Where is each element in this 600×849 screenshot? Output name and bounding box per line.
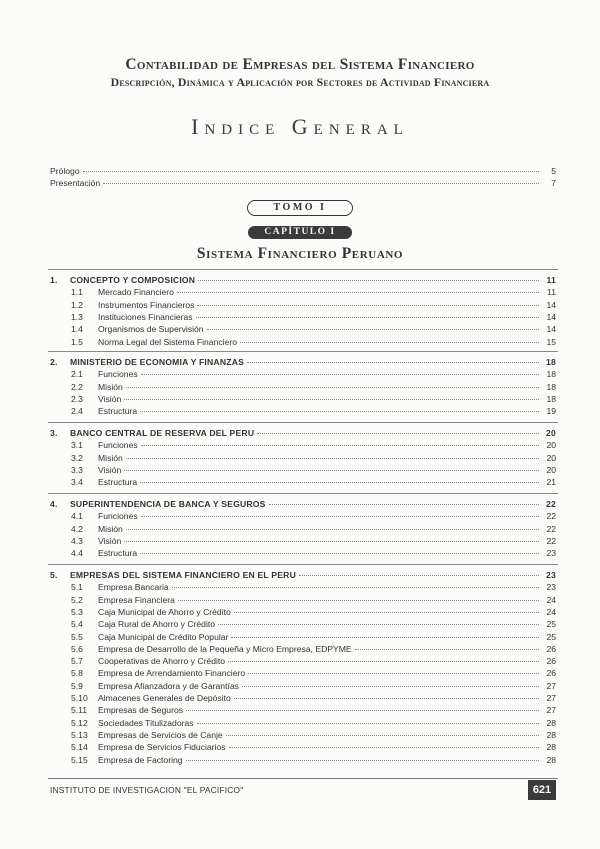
entry-number: 5.8 [71, 668, 83, 679]
entry-title: Visión [98, 464, 122, 475]
entry-title: Empresa de Arrendamiento Financiero [98, 668, 246, 679]
leader-dots [218, 623, 539, 625]
leader-dots [141, 515, 539, 517]
toc-entry[interactable] [50, 693, 556, 703]
index-title: Indice General [191, 114, 409, 139]
entry-title: Caja Rural de Ahorro y Crédito [98, 619, 216, 630]
footer-institute: INSTITUTO DE INVESTIGACION "EL PACIFICO" [50, 785, 244, 795]
toc-entry-label [71, 477, 137, 487]
toc-entry-page: 19 [546, 406, 556, 417]
toc-entry-label [71, 406, 137, 416]
entry-title: Empresas de Seguros [98, 705, 184, 716]
leader-dots [240, 341, 539, 343]
entry-number: 5.5 [71, 631, 83, 642]
toc-entry-label [71, 632, 228, 642]
toc-entry[interactable] [50, 668, 556, 678]
toc-entry-label [71, 755, 183, 765]
toc-entry-label [71, 644, 352, 654]
toc-entry-page: 14 [546, 311, 556, 322]
toc-entry-page: 22 [546, 535, 556, 546]
section-divider [48, 269, 558, 270]
toc-entry[interactable] [50, 656, 556, 666]
toc-entry[interactable] [50, 548, 556, 558]
entry-title: Empresa Financiera [98, 594, 175, 605]
entry-number: 5.2 [71, 594, 83, 605]
toc-entry-label [71, 693, 231, 703]
toc-entry[interactable] [50, 511, 556, 521]
entry-number: 5.10 [71, 693, 88, 703]
leader-dots [247, 361, 539, 363]
toc-section-heading[interactable] [50, 357, 556, 367]
entry-number: 4.3 [71, 535, 83, 546]
toc-entry-page: 20 [546, 452, 556, 463]
leader-dots [141, 373, 539, 375]
toc-entry[interactable] [50, 681, 556, 691]
entry-number: 5.1 [71, 582, 83, 593]
section-title: EMPRESAS DEL SISTEMA FINANCIERO EN EL PERU [70, 570, 296, 580]
entry-title: Empresas de Servicios de Canje [98, 729, 223, 740]
toc-entry-page: 5 [551, 166, 556, 176]
toc-entry-label [71, 394, 121, 404]
toc-entry[interactable] [50, 595, 556, 605]
toc-entry[interactable] [50, 324, 556, 334]
toc-entry-label [71, 582, 169, 592]
toc-entry-page: 25 [546, 619, 556, 630]
toc-entry-page: 18 [546, 369, 556, 380]
leader-dots [172, 586, 539, 588]
leader-dots [186, 709, 539, 711]
leader-dots [198, 279, 539, 281]
leader-dots [126, 528, 539, 530]
leader-dots [140, 410, 539, 412]
leader-dots [229, 746, 539, 748]
entry-number: 4.1 [71, 511, 83, 522]
entry-title: Funciones [98, 511, 138, 522]
toc-entry-page: 24 [546, 594, 556, 605]
entry-title: Misión [98, 381, 123, 392]
entry-number: 1.2 [71, 299, 83, 310]
leader-dots [207, 328, 539, 330]
toc-entry-page: 24 [546, 606, 556, 617]
leader-dots [269, 503, 539, 505]
entry-title: Norma Legal del Sistema Financiero [98, 336, 237, 347]
toc-entry-page: 26 [546, 656, 556, 667]
toc-entry-page: 25 [546, 631, 556, 642]
toc-entry[interactable] [50, 337, 556, 347]
toc-entry[interactable] [50, 536, 556, 546]
entry-number: 5.12 [71, 717, 88, 728]
toc-entry-label [71, 548, 137, 558]
toc-entry-label [71, 369, 138, 379]
toc-entry[interactable] [50, 440, 556, 450]
toc-entry-page: 18 [546, 381, 556, 392]
leader-dots [126, 386, 539, 388]
entry-title: Empresa de Desarrollo de la Pequeña y Micro Empresa, EDPYME [98, 643, 352, 654]
entry-title: Mercado Financiero [98, 287, 174, 298]
toc-entry-label [71, 681, 239, 691]
toc-entry-label [71, 656, 225, 666]
section-label [50, 428, 254, 438]
entry-number: 4.4 [71, 548, 83, 559]
toc-entry-page: 23 [546, 582, 556, 593]
toc-entry-label: Presentación [50, 178, 101, 188]
footer-divider [48, 778, 558, 779]
section-divider [48, 493, 558, 494]
toc-entry-page: 23 [546, 548, 556, 559]
section-number: 2. [50, 357, 58, 367]
section-divider [48, 351, 558, 352]
leader-dots [141, 444, 539, 446]
toc-entry-label [71, 595, 175, 605]
chapter-badge: CAPÍTULO I [248, 226, 352, 239]
entry-title: Estructura [98, 548, 138, 559]
toc-entry-label [71, 536, 121, 546]
toc-entry-label: Prólogo [50, 166, 80, 176]
toc-entry-page: 22 [546, 511, 556, 522]
section-label [50, 275, 195, 285]
entry-title: Visión [98, 535, 122, 546]
section-page: 18 [546, 357, 556, 367]
leader-dots [355, 648, 539, 650]
toc-entry[interactable] [50, 394, 556, 404]
toc-entry-page: 14 [546, 299, 556, 310]
entry-title: Instituciones Financieras [98, 311, 193, 322]
entry-number: 5.3 [71, 606, 83, 617]
entry-title: Estructura [98, 406, 138, 417]
leader-dots [197, 304, 539, 306]
leader-dots [83, 170, 539, 172]
toc-entry-page: 14 [546, 324, 556, 335]
toc-entry[interactable] [50, 465, 556, 475]
entry-number: 5.6 [71, 643, 83, 654]
entry-number: 5.13 [71, 729, 88, 740]
leader-dots [124, 398, 539, 400]
toc-entry[interactable] [50, 705, 556, 715]
leader-dots [299, 574, 539, 576]
entry-title: Caja Municipal de Ahorro y Crédito [98, 606, 231, 617]
leader-dots [248, 672, 539, 674]
toc-entry-page: 21 [546, 477, 556, 488]
entry-title: Funciones [98, 369, 138, 380]
leader-dots [234, 611, 539, 613]
entry-number: 2.2 [71, 381, 83, 392]
toc-section-heading[interactable] [50, 499, 556, 509]
toc-entry[interactable] [50, 730, 556, 740]
toc-entry[interactable] [50, 406, 556, 416]
toc-entry-label [71, 619, 215, 629]
chapter-title: Sistema Financiero Peruano [196, 245, 404, 262]
entry-number: 2.4 [71, 406, 83, 417]
toc-entry-label [71, 705, 183, 715]
leader-dots [177, 291, 539, 293]
section-number: 1. [50, 275, 58, 285]
entry-number: 3.3 [71, 464, 83, 475]
toc-entry[interactable] [50, 477, 556, 487]
toc-entry-page: 18 [546, 393, 556, 404]
section-number: 5. [50, 570, 58, 580]
toc-entry-page: 20 [546, 464, 556, 475]
leader-dots [226, 734, 539, 736]
leader-dots [140, 552, 539, 554]
toc-entry-presentacion[interactable] [50, 178, 556, 188]
toc-entry-label [71, 465, 121, 475]
toc-entry-label [71, 324, 204, 334]
entry-number: 3.2 [71, 452, 83, 463]
toc-entry[interactable] [50, 382, 556, 392]
entry-number: 3.1 [71, 440, 83, 451]
section-page: 23 [546, 570, 556, 580]
entry-title: Almacenes Generales de Depósito [98, 693, 231, 703]
toc-entry[interactable] [50, 582, 556, 592]
entry-title: Organismos de Supervisión [98, 324, 204, 335]
entry-number: 1.4 [71, 324, 83, 335]
toc-entry[interactable] [50, 632, 556, 642]
entry-number: 5.14 [71, 742, 88, 753]
entry-title: Empresa Bancaria [98, 582, 169, 593]
toc-entry-page: 28 [546, 754, 556, 765]
toc-entry-page: 27 [546, 693, 556, 703]
toc-entry-label [71, 382, 123, 392]
section-page: 11 [546, 275, 556, 285]
entry-title: Caja Municipal de Crédito Popular [98, 631, 229, 642]
leader-dots [140, 481, 539, 483]
toc-entry-label [71, 511, 138, 521]
toc-entry-page: 7 [551, 178, 556, 188]
entry-number: 1.1 [71, 287, 83, 298]
entry-title: Empresa de Servicios Fiduciarios [98, 742, 226, 753]
toc-entry-page: 15 [546, 336, 556, 347]
toc-section-heading[interactable] [50, 275, 556, 285]
section-number: 3. [50, 428, 58, 438]
toc-entry-label [71, 718, 194, 728]
toc-entry-label [71, 440, 138, 450]
toc-entry-label [71, 730, 223, 740]
toc-entry-label [71, 337, 237, 347]
toc-entry[interactable] [50, 300, 556, 310]
toc-entry-prologo[interactable] [50, 166, 556, 176]
entry-title: Empresa de Factoring [98, 754, 183, 765]
leader-dots [242, 685, 539, 687]
leader-dots [124, 469, 539, 471]
entry-title: Misión [98, 452, 123, 463]
book-subtitle: Descripción, Dinámica y Aplicación por Sectores de Actividad Financiera [110, 75, 490, 89]
toc-entry-label [71, 453, 123, 463]
entry-title: Empresa Afianzadora y de Garantías [98, 680, 239, 691]
entry-number: 5.15 [71, 754, 88, 765]
entry-title: Estructura [98, 477, 138, 488]
entry-number: 2.3 [71, 393, 83, 404]
toc-entry-label [71, 300, 194, 310]
toc-entry[interactable] [50, 742, 556, 752]
tomo-badge: TOMO I [247, 200, 353, 216]
entry-title: Cooperativas de Ahorro y Crédito [98, 656, 226, 667]
section-label [50, 357, 244, 367]
section-divider [48, 564, 558, 565]
leader-dots [103, 182, 539, 184]
entry-number: 1.5 [71, 336, 83, 347]
leader-dots [197, 722, 539, 724]
toc-entry[interactable] [50, 644, 556, 654]
toc-entry[interactable] [50, 287, 556, 297]
toc-section-heading[interactable] [50, 570, 556, 580]
section-label [50, 499, 266, 509]
toc-entry-page: 28 [546, 717, 556, 728]
entry-number: 3.4 [71, 477, 83, 488]
toc-entry[interactable] [50, 755, 556, 765]
section-divider [48, 422, 558, 423]
toc-entry-label [71, 287, 174, 297]
leader-dots [124, 540, 539, 542]
entry-number: 5.4 [71, 619, 83, 630]
toc-entry-page: 28 [546, 742, 556, 753]
toc-entry-page: 26 [546, 668, 556, 679]
section-title: CONCEPTO Y COMPOSICION [70, 275, 196, 285]
entry-number: 5.7 [71, 656, 83, 667]
leader-dots [126, 457, 539, 459]
entry-number: 5.9 [71, 680, 83, 691]
toc-entry-label [71, 742, 226, 752]
entry-number: 2.1 [71, 369, 83, 380]
leader-dots [178, 599, 539, 601]
toc-entry[interactable] [50, 524, 556, 534]
entry-number: 5.11 [71, 705, 88, 716]
section-title: BANCO CENTRAL DE RESERVA DEL PERU [70, 428, 255, 438]
entry-number: 1.3 [71, 311, 83, 322]
section-page: 22 [546, 499, 556, 509]
section-page: 20 [546, 428, 556, 438]
entry-title: Instrumentos Financieros [98, 299, 195, 310]
leader-dots [257, 432, 539, 434]
section-title: SUPERINTENDENCIA DE BANCA Y SEGUROS [70, 499, 266, 509]
toc-entry[interactable] [50, 453, 556, 463]
toc-entry[interactable] [50, 607, 556, 617]
toc-entry-page: 27 [546, 705, 556, 716]
entry-number: 4.2 [71, 523, 83, 534]
section-number: 4. [50, 499, 58, 509]
toc-entry-page: 11 [547, 287, 556, 298]
toc-entry[interactable] [50, 619, 556, 629]
leader-dots [234, 697, 539, 699]
entry-title: Visión [98, 393, 122, 404]
toc-entry-label [71, 607, 231, 617]
toc-entry-page: 22 [546, 523, 556, 534]
leader-dots [228, 660, 539, 662]
toc-entry[interactable] [50, 718, 556, 728]
toc-entry-page: 20 [546, 440, 556, 451]
toc-entry-label [71, 524, 123, 534]
entry-title: Funciones [98, 440, 138, 451]
leader-dots [231, 636, 539, 638]
toc-entry-page: 27 [546, 680, 556, 691]
page-number-badge: 621 [528, 780, 556, 800]
toc-entry-page: 28 [546, 729, 556, 740]
toc-entry[interactable] [50, 312, 556, 322]
toc-entry-page: 26 [546, 643, 556, 654]
toc-entry[interactable] [50, 369, 556, 379]
book-title: Contabilidad de Empresas del Sistema Financiero [125, 56, 475, 73]
leader-dots [196, 316, 539, 318]
toc-entry-label [71, 668, 245, 678]
section-title: MINISTERIO DE ECONOMIA Y FINANZAS [70, 357, 245, 367]
entry-title: Sociedades Titulizadoras [98, 717, 194, 728]
toc-section-heading[interactable] [50, 428, 556, 438]
leader-dots [186, 759, 539, 761]
toc-entry-label [71, 312, 193, 322]
entry-title: Misión [98, 523, 123, 534]
section-label [50, 570, 296, 580]
